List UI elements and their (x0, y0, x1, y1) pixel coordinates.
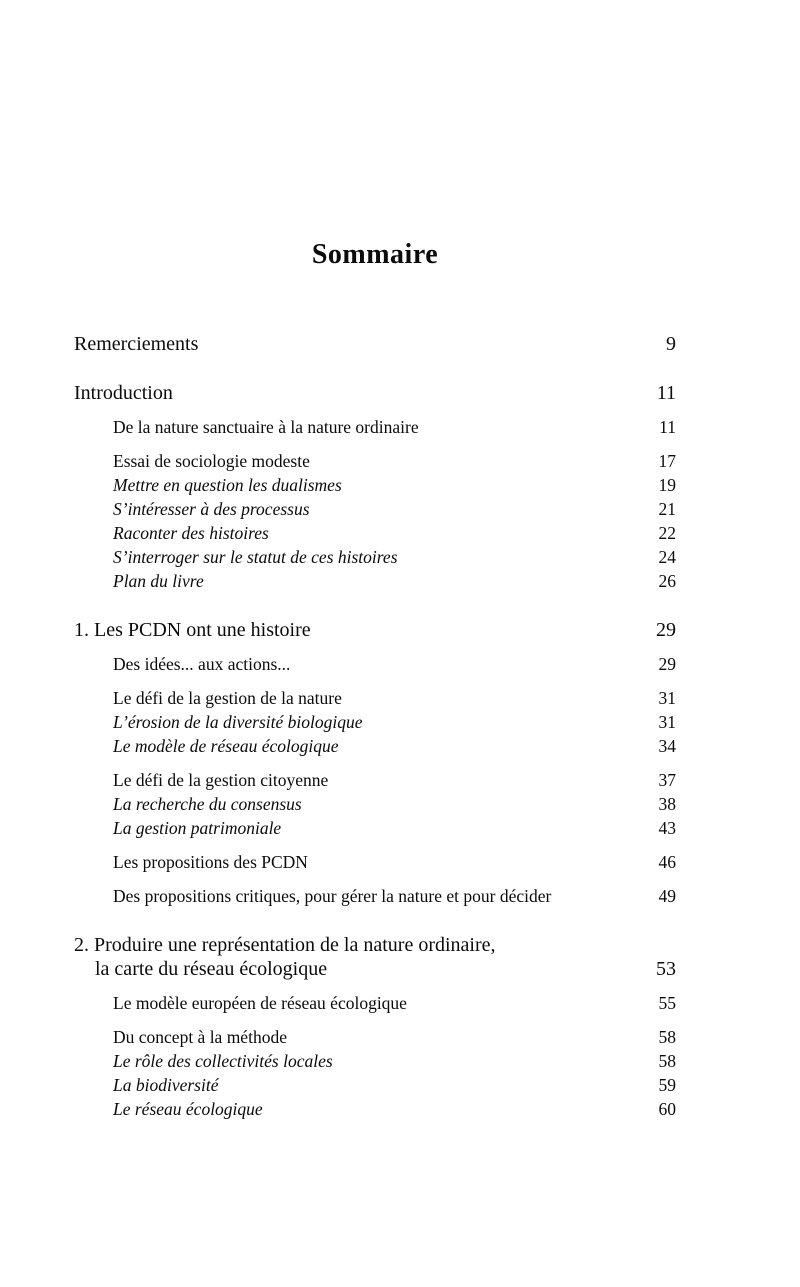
toc-entry-label: Le défi de la gestion citoyenne (113, 770, 329, 790)
toc-entry-page: 31 (658, 712, 676, 732)
toc-entry-label: Les propositions des PCDN (113, 852, 308, 872)
toc-entry-label: 2. Produire une représentation de la nature ordinaire, (74, 934, 496, 956)
toc-entry-page: 11 (656, 382, 676, 404)
toc-entry-label: Remerciements (74, 333, 199, 355)
toc-entry (113, 850, 676, 874)
toc-entry (113, 1025, 676, 1049)
toc-entry (113, 521, 676, 545)
toc-entry-label: La biodiversité (113, 1075, 219, 1095)
toc-entry (113, 768, 676, 792)
toc-entry-page: 59 (658, 1075, 676, 1095)
toc-entry-label: Plan du livre (113, 571, 204, 591)
toc-entry (113, 497, 676, 521)
toc-entry-page: 22 (658, 523, 676, 543)
toc-entry-label: Le défi de la gestion de la nature (113, 688, 342, 708)
toc-entry-label: Le rôle des collectivités locales (113, 1051, 333, 1071)
toc-entry-page: 43 (658, 818, 676, 838)
toc-entry (113, 884, 676, 908)
toc-entry-page: 26 (658, 571, 676, 591)
toc-entry (113, 1049, 676, 1073)
toc-entry-page: 9 (666, 333, 676, 355)
toc-entry-label: Mettre en question les dualismes (113, 475, 342, 495)
toc-entry-label: La recherche du consensus (113, 794, 302, 814)
toc-entry (74, 618, 676, 642)
toc-entry (113, 473, 676, 497)
toc-entry (113, 991, 676, 1015)
toc-entry-page: 53 (656, 958, 676, 980)
toc-entry (113, 816, 676, 840)
toc-entry-page: 37 (658, 770, 676, 790)
toc-entry (113, 686, 676, 710)
toc-entry (74, 933, 676, 957)
toc-entry (74, 332, 676, 356)
toc-entry-page: 17 (658, 451, 676, 471)
toc-entry (113, 569, 676, 593)
toc-entry-label: Du concept à la méthode (113, 1027, 287, 1047)
toc-entry-page: 58 (658, 1027, 676, 1047)
toc-entry-label: Des idées... aux actions... (113, 654, 291, 674)
toc-entry-page: 24 (658, 547, 676, 567)
page-content (74, 0, 676, 1121)
toc-entry-label: Le réseau écologique (113, 1099, 263, 1119)
toc-entry-label: 1. Les PCDN ont une histoire (74, 619, 311, 641)
toc-entry-label: Des propositions critiques, pour gérer la nature et pour décider (113, 886, 552, 906)
toc-entry-label: Le modèle de réseau écologique (113, 736, 339, 756)
toc-entry (95, 957, 676, 981)
toc-entry (113, 710, 676, 734)
toc-entry-page: 46 (658, 852, 676, 872)
toc-entry (113, 1073, 676, 1097)
toc-entry-page: 19 (658, 475, 676, 495)
toc-entry (74, 381, 676, 405)
toc-entry (113, 545, 676, 569)
toc-entry-page: 58 (658, 1051, 676, 1071)
toc-entry-page: 34 (658, 736, 676, 756)
toc-entry (113, 792, 676, 816)
toc-entry-label: La gestion patrimoniale (113, 818, 282, 838)
toc-entry-page: 29 (656, 619, 676, 641)
toc-entry-label: De la nature sanctuaire à la nature ordinaire (113, 417, 419, 437)
toc-entry (113, 652, 676, 676)
toc-entry (113, 734, 676, 758)
page-title: Sommaire (311, 239, 439, 270)
toc-entry-page: 49 (658, 886, 676, 906)
toc-entry (113, 449, 676, 473)
toc-entry-page: 31 (658, 688, 676, 708)
toc-entry-label: S’intéresser à des processus (113, 499, 310, 519)
toc-entry-label: Raconter des histoires (113, 523, 269, 543)
toc-entry-page: 60 (658, 1099, 676, 1119)
toc-entry-page: 55 (658, 993, 676, 1013)
toc-entry-page: 29 (658, 654, 676, 674)
toc-entry-label: L’érosion de la diversité biologique (113, 712, 363, 732)
toc-entry-label: la carte du réseau écologique (95, 958, 328, 980)
toc-entry-label: Essai de sociologie modeste (113, 451, 310, 471)
toc-entry-label: Le modèle européen de réseau écologique (113, 993, 407, 1013)
toc-entry-page: 38 (658, 794, 676, 814)
toc-entry-page: 11 (659, 417, 676, 437)
toc-entry (113, 1097, 676, 1121)
toc-entry (113, 415, 676, 439)
toc-list (74, 332, 676, 1121)
toc-entry-page: 21 (658, 499, 676, 519)
toc-entry-label: S’interroger sur le statut de ces histoires (113, 547, 398, 567)
toc-entry-label: Introduction (74, 382, 173, 404)
